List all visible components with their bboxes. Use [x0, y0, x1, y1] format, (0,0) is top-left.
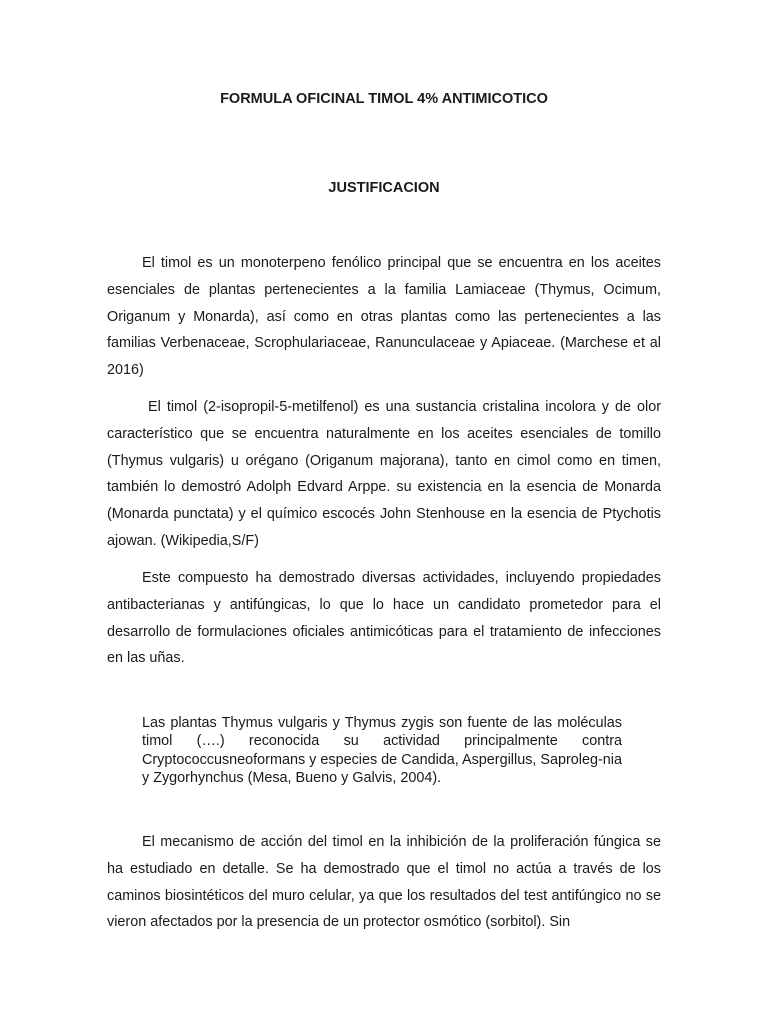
paragraph-mechanism: El mecanismo de acción del timol en la inhibición de la proliferación fúngica se ha estudiado en detalle. Se ha demostrado que el timol no actúa a través de los caminos biosintéticos del muro celular, ya que los resultados del test antifúngico no se vieron afectados por la presencia de un protector osmótico (sorbitol). Sin	[107, 834, 661, 931]
section-heading: JUSTIFICACION	[328, 180, 440, 196]
paragraph-timol-description: El timol (2-isopropil-5-metilfenol) es una sustancia cristalina incolora y de olor característico que se encuentra naturalmente en los aceites esenciales de tomillo (Thymus vulgaris) u orégano (Origanum majorana), tanto en cimol como en timen, también lo demostró Adolph Edvard Arppe. su existencia en la esencia de Monarda (Monarda punctata) y el químico escocés John Stenhouse en la esencia de Ptychotis ajowan. (Wikipedia,S/F)	[107, 399, 661, 549]
paragraph-intro: El timol es un monoterpeno fenólico principal que se encuentra en los aceites esenciales de plantas pertenecientes a la familia Lamiaceae (Thymus, Ocimum, Origanum y Monarda), así como en otras plantas como las pertenecientes a las familias Verbenaceae, Scrophulariaceae, Ranunculaceae y Apiaceae. (Marchese et al 2016)	[107, 255, 661, 379]
paragraph-activities: Este compuesto ha demostrado diversas actividades, incluyendo propiedades antibacterianas y antifúngicas, lo que lo hace un candidato prometedor para el desarrollo de formulaciones oficiales antimicóticas para el tratamiento de infecciones en las uñas.	[107, 570, 661, 667]
block-quote: Las plantas Thymus vulgaris y Thymus zygis son fuente de las moléculas timol (….) reconocida su actividad principalmente contra Cryptococcusneoformans y especies de Candida, Aspergillus, Saproleg-nia y Zygorhynchus (Mesa, Bueno y Galvis, 2004).	[142, 715, 622, 786]
document-title: FORMULA OFICINAL TIMOL 4% ANTIMICOTICO	[220, 91, 548, 107]
